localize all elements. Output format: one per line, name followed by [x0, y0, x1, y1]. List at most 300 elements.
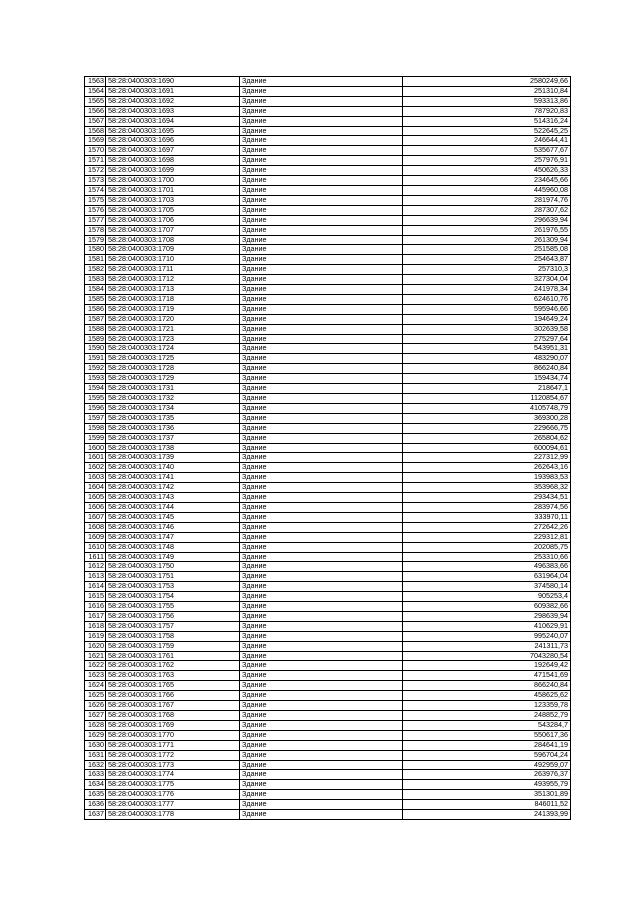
row-number-cell: 1590	[85, 344, 106, 354]
object-type-cell: Здание	[240, 790, 403, 800]
row-number-cell: 1628	[85, 720, 106, 730]
cadastral-value-cell: 287307,62	[403, 205, 571, 215]
row-number-cell: 1622	[85, 661, 106, 671]
table-row	[85, 701, 571, 711]
cadastral-number-cell: 58:28:0400303:1698	[106, 156, 240, 166]
row-number-cell: 1623	[85, 671, 106, 681]
object-type-cell: Здание	[240, 156, 403, 166]
cadastral-number-cell: 58:28:0400303:1742	[106, 483, 240, 493]
cadastral-value-cell: 351301,89	[403, 790, 571, 800]
row-number-cell: 1599	[85, 433, 106, 443]
row-number-cell: 1605	[85, 493, 106, 503]
cadastral-value-cell: 995240,07	[403, 631, 571, 641]
cadastral-value-cell: 353968,32	[403, 483, 571, 493]
cadastral-number-cell: 58:28:0400303:1766	[106, 691, 240, 701]
cadastral-value-cell: 298639,94	[403, 611, 571, 621]
cadastral-number-cell: 58:28:0400303:1701	[106, 185, 240, 195]
table-row	[85, 195, 571, 205]
table-row	[85, 463, 571, 473]
row-number-cell: 1581	[85, 255, 106, 265]
cadastral-number-cell: 58:28:0400303:1765	[106, 681, 240, 691]
row-number-cell: 1632	[85, 760, 106, 770]
row-number-cell: 1604	[85, 483, 106, 493]
cadastral-value-cell: 229666,75	[403, 423, 571, 433]
cadastral-number-cell: 58:28:0400303:1769	[106, 720, 240, 730]
cadastral-value-cell: 866240,84	[403, 364, 571, 374]
row-number-cell: 1637	[85, 810, 106, 820]
table-row	[85, 502, 571, 512]
row-number-cell: 1602	[85, 463, 106, 473]
table-row	[85, 413, 571, 423]
table-row	[85, 493, 571, 503]
object-type-cell: Здание	[240, 671, 403, 681]
object-type-cell: Здание	[240, 453, 403, 463]
table-row	[85, 691, 571, 701]
object-type-cell: Здание	[240, 354, 403, 364]
cadastral-value-cell: 263976,37	[403, 770, 571, 780]
cadastral-value-cell: 265804,62	[403, 433, 571, 443]
cadastral-number-cell: 58:28:0400303:1735	[106, 413, 240, 423]
row-number-cell: 1573	[85, 176, 106, 186]
cadastral-value-cell: 596704,24	[403, 750, 571, 760]
row-number-cell: 1585	[85, 294, 106, 304]
object-type-cell: Здание	[240, 493, 403, 503]
row-number-cell: 1592	[85, 364, 106, 374]
cadastral-number-cell: 58:28:0400303:1705	[106, 205, 240, 215]
row-number-cell: 1619	[85, 631, 106, 641]
cadastral-number-cell: 58:28:0400303:1746	[106, 522, 240, 532]
table-row	[85, 810, 571, 820]
object-type-cell: Здание	[240, 413, 403, 423]
cadastral-number-cell: 58:28:0400303:1747	[106, 532, 240, 542]
row-number-cell: 1584	[85, 285, 106, 295]
object-type-cell: Здание	[240, 285, 403, 295]
row-number-cell: 1633	[85, 770, 106, 780]
cadastral-number-cell: 58:28:0400303:1768	[106, 711, 240, 721]
cadastral-number-cell: 58:28:0400303:1738	[106, 443, 240, 453]
object-type-cell: Здание	[240, 542, 403, 552]
cadastral-number-cell: 58:28:0400303:1776	[106, 790, 240, 800]
row-number-cell: 1597	[85, 413, 106, 423]
cadastral-number-cell: 58:28:0400303:1731	[106, 384, 240, 394]
cadastral-value-cell: 284641,19	[403, 740, 571, 750]
table-row	[85, 602, 571, 612]
table-row	[85, 344, 571, 354]
row-number-cell: 1634	[85, 780, 106, 790]
object-type-cell: Здание	[240, 195, 403, 205]
cadastral-number-cell: 58:28:0400303:1749	[106, 552, 240, 562]
cadastral-number-cell: 58:28:0400303:1719	[106, 304, 240, 314]
cadastral-value-cell: 193983,53	[403, 473, 571, 483]
row-number-cell: 1617	[85, 611, 106, 621]
cadastral-value-cell: 257310,3	[403, 265, 571, 275]
object-type-cell: Здание	[240, 760, 403, 770]
row-number-cell: 1567	[85, 116, 106, 126]
cadastral-number-cell: 58:28:0400303:1707	[106, 225, 240, 235]
cadastral-number-cell: 58:28:0400303:1755	[106, 602, 240, 612]
object-type-cell: Здание	[240, 215, 403, 225]
object-type-cell: Здание	[240, 780, 403, 790]
cadastral-number-cell: 58:28:0400303:1756	[106, 611, 240, 621]
table-row	[85, 126, 571, 136]
object-type-cell: Здание	[240, 294, 403, 304]
cadastral-number-cell: 58:28:0400303:1754	[106, 592, 240, 602]
table-row	[85, 592, 571, 602]
cadastral-number-cell: 58:28:0400303:1725	[106, 354, 240, 364]
cadastral-number-cell: 58:28:0400303:1743	[106, 493, 240, 503]
cadastral-number-cell: 58:28:0400303:1696	[106, 136, 240, 146]
table-row	[85, 384, 571, 394]
row-number-cell: 1569	[85, 136, 106, 146]
cadastral-number-cell: 58:28:0400303:1699	[106, 166, 240, 176]
table-row	[85, 334, 571, 344]
object-type-cell: Здание	[240, 344, 403, 354]
table-row	[85, 433, 571, 443]
row-number-cell: 1593	[85, 374, 106, 384]
row-number-cell: 1579	[85, 235, 106, 245]
cadastral-number-cell: 58:28:0400303:1777	[106, 800, 240, 810]
row-number-cell: 1589	[85, 334, 106, 344]
table-row	[85, 483, 571, 493]
object-type-cell: Здание	[240, 661, 403, 671]
object-type-cell: Здание	[240, 750, 403, 760]
table-row	[85, 185, 571, 195]
cadastral-value-cell: 543284,7	[403, 720, 571, 730]
cadastral-number-cell: 58:28:0400303:1721	[106, 324, 240, 334]
cadastral-value-cell: 483290,07	[403, 354, 571, 364]
cadastral-value-cell: 7043280,54	[403, 651, 571, 661]
cadastral-value-cell: 218647,1	[403, 384, 571, 394]
object-type-cell: Здание	[240, 483, 403, 493]
object-type-cell: Здание	[240, 77, 403, 87]
row-number-cell: 1626	[85, 701, 106, 711]
object-type-cell: Здание	[240, 711, 403, 721]
cadastral-number-cell: 58:28:0400303:1710	[106, 255, 240, 265]
cadastral-value-table	[84, 76, 571, 820]
cadastral-number-cell: 58:28:0400303:1691	[106, 86, 240, 96]
table-row	[85, 285, 571, 295]
cadastral-value-cell: 496383,66	[403, 562, 571, 572]
row-number-cell: 1618	[85, 621, 106, 631]
cadastral-value-cell: 2580249,66	[403, 77, 571, 87]
row-number-cell: 1596	[85, 403, 106, 413]
cadastral-value-cell: 202085,75	[403, 542, 571, 552]
table-row	[85, 711, 571, 721]
cadastral-number-cell: 58:28:0400303:1762	[106, 661, 240, 671]
row-number-cell: 1607	[85, 512, 106, 522]
table-row	[85, 146, 571, 156]
cadastral-number-cell: 58:28:0400303:1693	[106, 106, 240, 116]
object-type-cell: Здание	[240, 592, 403, 602]
row-number-cell: 1612	[85, 562, 106, 572]
cadastral-value-cell: 866240,84	[403, 681, 571, 691]
cadastral-value-cell: 374580,14	[403, 582, 571, 592]
cadastral-number-cell: 58:28:0400303:1728	[106, 364, 240, 374]
table-row	[85, 572, 571, 582]
row-number-cell: 1631	[85, 750, 106, 760]
object-type-cell: Здание	[240, 166, 403, 176]
cadastral-number-cell: 58:28:0400303:1723	[106, 334, 240, 344]
cadastral-value-cell: 327304,04	[403, 275, 571, 285]
table-row	[85, 512, 571, 522]
object-type-cell: Здание	[240, 522, 403, 532]
object-type-cell: Здание	[240, 384, 403, 394]
cadastral-number-cell: 58:28:0400303:1695	[106, 126, 240, 136]
cadastral-number-cell: 58:28:0400303:1724	[106, 344, 240, 354]
table-row	[85, 156, 571, 166]
object-type-cell: Здание	[240, 334, 403, 344]
cadastral-number-cell: 58:28:0400303:1732	[106, 394, 240, 404]
table-row	[85, 364, 571, 374]
object-type-cell: Здание	[240, 304, 403, 314]
object-type-cell: Здание	[240, 443, 403, 453]
cadastral-number-cell: 58:28:0400303:1736	[106, 423, 240, 433]
object-type-cell: Здание	[240, 86, 403, 96]
cadastral-value-cell: 296639,94	[403, 215, 571, 225]
table-row	[85, 651, 571, 661]
table-row	[85, 96, 571, 106]
row-number-cell: 1609	[85, 532, 106, 542]
row-number-cell: 1575	[85, 195, 106, 205]
table-row	[85, 800, 571, 810]
row-number-cell: 1580	[85, 245, 106, 255]
table-row	[85, 473, 571, 483]
object-type-cell: Здание	[240, 641, 403, 651]
cadastral-number-cell: 58:28:0400303:1758	[106, 631, 240, 641]
object-type-cell: Здание	[240, 146, 403, 156]
cadastral-number-cell: 58:28:0400303:1690	[106, 77, 240, 87]
cadastral-number-cell: 58:28:0400303:1778	[106, 810, 240, 820]
object-type-cell: Здание	[240, 512, 403, 522]
object-type-cell: Здание	[240, 552, 403, 562]
cadastral-number-cell: 58:28:0400303:1739	[106, 453, 240, 463]
cadastral-number-cell: 58:28:0400303:1741	[106, 473, 240, 483]
cadastral-value-cell: 159434,74	[403, 374, 571, 384]
row-number-cell: 1582	[85, 265, 106, 275]
row-number-cell: 1595	[85, 394, 106, 404]
cadastral-number-cell: 58:28:0400303:1751	[106, 572, 240, 582]
cadastral-value-cell: 229312,81	[403, 532, 571, 542]
row-number-cell: 1583	[85, 275, 106, 285]
table-row	[85, 443, 571, 453]
cadastral-value-cell: 593313,86	[403, 96, 571, 106]
cadastral-number-cell: 58:28:0400303:1703	[106, 195, 240, 205]
cadastral-value-cell: 241311,73	[403, 641, 571, 651]
object-type-cell: Здание	[240, 235, 403, 245]
table-row	[85, 522, 571, 532]
row-number-cell: 1594	[85, 384, 106, 394]
cadastral-value-cell: 450626,33	[403, 166, 571, 176]
table-row	[85, 621, 571, 631]
cadastral-value-cell: 595946,66	[403, 304, 571, 314]
table-row	[85, 552, 571, 562]
table-row	[85, 136, 571, 146]
table-row	[85, 86, 571, 96]
object-type-cell: Здание	[240, 532, 403, 542]
table-row	[85, 681, 571, 691]
cadastral-number-cell: 58:28:0400303:1759	[106, 641, 240, 651]
cadastral-value-cell: 251310,84	[403, 86, 571, 96]
table-row	[85, 374, 571, 384]
cadastral-value-cell: 257976,91	[403, 156, 571, 166]
row-number-cell: 1598	[85, 423, 106, 433]
cadastral-number-cell: 58:28:0400303:1774	[106, 770, 240, 780]
object-type-cell: Здание	[240, 463, 403, 473]
cadastral-value-cell: 787920,83	[403, 106, 571, 116]
cadastral-value-cell: 262643,16	[403, 463, 571, 473]
cadastral-value-cell: 410629,91	[403, 621, 571, 631]
row-number-cell: 1621	[85, 651, 106, 661]
cadastral-value-cell: 251585,08	[403, 245, 571, 255]
object-type-cell: Здание	[240, 621, 403, 631]
table-row	[85, 275, 571, 285]
row-number-cell: 1572	[85, 166, 106, 176]
object-type-cell: Здание	[240, 96, 403, 106]
cadastral-number-cell: 58:28:0400303:1697	[106, 146, 240, 156]
row-number-cell: 1564	[85, 86, 106, 96]
table-row	[85, 235, 571, 245]
object-type-cell: Здание	[240, 740, 403, 750]
cadastral-value-cell: 624610,76	[403, 294, 571, 304]
table-row	[85, 780, 571, 790]
cadastral-value-cell: 846011,52	[403, 800, 571, 810]
cadastral-value-cell: 275297,64	[403, 334, 571, 344]
object-type-cell: Здание	[240, 651, 403, 661]
row-number-cell: 1624	[85, 681, 106, 691]
cadastral-value-cell: 333970,11	[403, 512, 571, 522]
table-row	[85, 532, 571, 542]
row-number-cell: 1591	[85, 354, 106, 364]
cadastral-value-cell: 123359,78	[403, 701, 571, 711]
table-row	[85, 671, 571, 681]
table-row	[85, 166, 571, 176]
table-row	[85, 116, 571, 126]
row-number-cell: 1611	[85, 552, 106, 562]
object-type-cell: Здание	[240, 770, 403, 780]
object-type-cell: Здание	[240, 324, 403, 334]
table-row	[85, 770, 571, 780]
table-row	[85, 225, 571, 235]
cadastral-value-cell: 283974,56	[403, 502, 571, 512]
cadastral-value-cell: 493955,79	[403, 780, 571, 790]
table-row	[85, 611, 571, 621]
table-row	[85, 205, 571, 215]
row-number-cell: 1603	[85, 473, 106, 483]
object-type-cell: Здание	[240, 631, 403, 641]
row-number-cell: 1636	[85, 800, 106, 810]
row-number-cell: 1630	[85, 740, 106, 750]
object-type-cell: Здание	[240, 185, 403, 195]
cadastral-value-cell: 445960,08	[403, 185, 571, 195]
object-type-cell: Здание	[240, 394, 403, 404]
cadastral-value-cell: 241978,34	[403, 285, 571, 295]
object-type-cell: Здание	[240, 701, 403, 711]
cadastral-value-cell: 302639,58	[403, 324, 571, 334]
table-row	[85, 720, 571, 730]
row-number-cell: 1606	[85, 502, 106, 512]
row-number-cell: 1587	[85, 314, 106, 324]
table-row	[85, 176, 571, 186]
row-number-cell: 1620	[85, 641, 106, 651]
object-type-cell: Здание	[240, 403, 403, 413]
object-type-cell: Здание	[240, 275, 403, 285]
cadastral-number-cell: 58:28:0400303:1740	[106, 463, 240, 473]
cadastral-number-cell: 58:28:0400303:1745	[106, 512, 240, 522]
object-type-cell: Здание	[240, 116, 403, 126]
cadastral-value-cell: 227312,99	[403, 453, 571, 463]
cadastral-value-cell: 192649,42	[403, 661, 571, 671]
table-row	[85, 304, 571, 314]
cadastral-number-cell: 58:28:0400303:1763	[106, 671, 240, 681]
row-number-cell: 1613	[85, 572, 106, 582]
table-row	[85, 354, 571, 364]
table-row	[85, 215, 571, 225]
cadastral-value-cell: 234645,66	[403, 176, 571, 186]
object-type-cell: Здание	[240, 374, 403, 384]
table-row	[85, 265, 571, 275]
table-row	[85, 542, 571, 552]
cadastral-value-cell: 246644,41	[403, 136, 571, 146]
table-row	[85, 245, 571, 255]
table-row	[85, 631, 571, 641]
cadastral-number-cell: 58:28:0400303:1713	[106, 285, 240, 295]
object-type-cell: Здание	[240, 265, 403, 275]
cadastral-number-cell: 58:28:0400303:1748	[106, 542, 240, 552]
row-number-cell: 1625	[85, 691, 106, 701]
cadastral-value-cell: 369300,28	[403, 413, 571, 423]
cadastral-number-cell: 58:28:0400303:1712	[106, 275, 240, 285]
cadastral-value-cell: 253310,66	[403, 552, 571, 562]
table-row	[85, 582, 571, 592]
cadastral-number-cell: 58:28:0400303:1706	[106, 215, 240, 225]
object-type-cell: Здание	[240, 106, 403, 116]
cadastral-number-cell: 58:28:0400303:1720	[106, 314, 240, 324]
cadastral-value-cell: 631964,04	[403, 572, 571, 582]
cadastral-value-cell: 261309,94	[403, 235, 571, 245]
table-row	[85, 641, 571, 651]
row-number-cell: 1568	[85, 126, 106, 136]
row-number-cell: 1600	[85, 443, 106, 453]
cadastral-number-cell: 58:28:0400303:1750	[106, 562, 240, 572]
cadastral-value-cell: 281974,76	[403, 195, 571, 205]
object-type-cell: Здание	[240, 433, 403, 443]
cadastral-value-cell: 458625,62	[403, 691, 571, 701]
cadastral-number-cell: 58:28:0400303:1753	[106, 582, 240, 592]
cadastral-number-cell: 58:28:0400303:1767	[106, 701, 240, 711]
row-number-cell: 1578	[85, 225, 106, 235]
object-type-cell: Здание	[240, 245, 403, 255]
cadastral-value-cell: 254643,87	[403, 255, 571, 265]
cadastral-value-cell: 1120854,67	[403, 394, 571, 404]
row-number-cell: 1577	[85, 215, 106, 225]
row-number-cell: 1574	[85, 185, 106, 195]
object-type-cell: Здание	[240, 126, 403, 136]
row-number-cell: 1601	[85, 453, 106, 463]
object-type-cell: Здание	[240, 562, 403, 572]
table-row	[85, 730, 571, 740]
cadastral-number-cell: 58:28:0400303:1708	[106, 235, 240, 245]
row-number-cell: 1616	[85, 602, 106, 612]
table-body	[85, 77, 571, 820]
cadastral-value-cell: 471541,69	[403, 671, 571, 681]
table-row	[85, 750, 571, 760]
cadastral-value-cell: 241393,99	[403, 810, 571, 820]
cadastral-value-cell: 514316,24	[403, 116, 571, 126]
row-number-cell: 1615	[85, 592, 106, 602]
row-number-cell: 1571	[85, 156, 106, 166]
row-number-cell: 1588	[85, 324, 106, 334]
object-type-cell: Здание	[240, 176, 403, 186]
